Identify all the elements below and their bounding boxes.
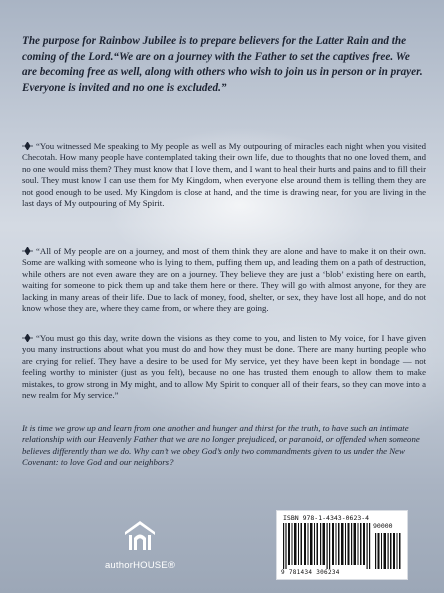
- closing-statement: It is time we grow up and learn from one another and hunger and thirst for the truth, to have such an intimate relationship with our Heavenly Father that we are no longer prejudiced, or paranoid, or offended when someone believes differently than we do. Why can’t we obey God’s only two commandments given to us under the New Covenant: to love God and our neighbors?: [22, 423, 420, 468]
- paragraph-text: “You must go this day, write down the visions as they come to you, and listen to My voice, for I have given you many instructions about what you must do and how they must be done. There are many hurting people who are crying for relief. They have a desire to be used for My service, yet they have been kept in bondage — not feeling worthy to minister (just as you felt), because no one has trusted them enough to allow them to make mistakes, to grow strong in My might, and to allow My Spirit to conquer all of their fears, so they can move into a new realm for My service.”: [22, 333, 426, 401]
- body-paragraph-3: [22, 333, 426, 401]
- price-code: 90000: [373, 522, 393, 530]
- isbn-text: ISBN 978-1-4343-0623-4: [283, 514, 370, 522]
- intro-statement: The purpose for Rainbow Jubilee is to prepare believers for the Latter Rain and the coming of the Lord.“We are on a journey with the Father to set the captives free. We are becoming free as well, along with others who wish to join us in person or in prayer. Everyone is invited and no one is excluded.”: [22, 35, 423, 94]
- diamond-bullet-icon: [22, 247, 33, 255]
- isbn-barcode: [276, 510, 408, 580]
- publisher-logo: [100, 518, 180, 580]
- authorhouse-logo-icon: [122, 518, 158, 554]
- diamond-bullet-icon: [22, 142, 33, 150]
- barcode-bars: [283, 523, 401, 569]
- body-paragraph-2: [22, 246, 426, 314]
- diamond-bullet-icon: [22, 334, 33, 342]
- paragraph-text: “All of My people are on a journey, and most of them think they are alone and have to make it on their own. Some are walking with someone who is lying to them, puffing them up, and leading them on a path of destruction, while others are not even aware they are on a journey. They believe they are just a ‘blob’ existing here on earth, waiting for someone to pick them up and take them here or there. They will go with almost anyone, for they are lacking in many areas of their life. Due to lack of money, food, shelter, or sex, they have lost all hope, and do not know whose they are, where they came from, or where they are going.: [22, 246, 426, 314]
- body-paragraph-1: [22, 141, 426, 209]
- barcode-number: 9 781434 306234: [281, 569, 340, 576]
- publisher-name: authorHOUSE®: [104, 560, 176, 571]
- paragraph-text: “You witnessed Me speaking to My people as well as My outpouring of miracles each night when you visited Checotah. How many people have contemplated taking their own life, due to thoughts that no one loved them, and no one would miss them? They must know that I love them, and I want to heal their hurts and pains and to fill their soul. They must know I can use them for My Kingdom, when everyone else around them is telling them they are not good enough to be used. My Kingdom is close at hand, and the time is drawing near, for you are living in the last days of My outpouring of My Spirit.: [22, 141, 426, 209]
